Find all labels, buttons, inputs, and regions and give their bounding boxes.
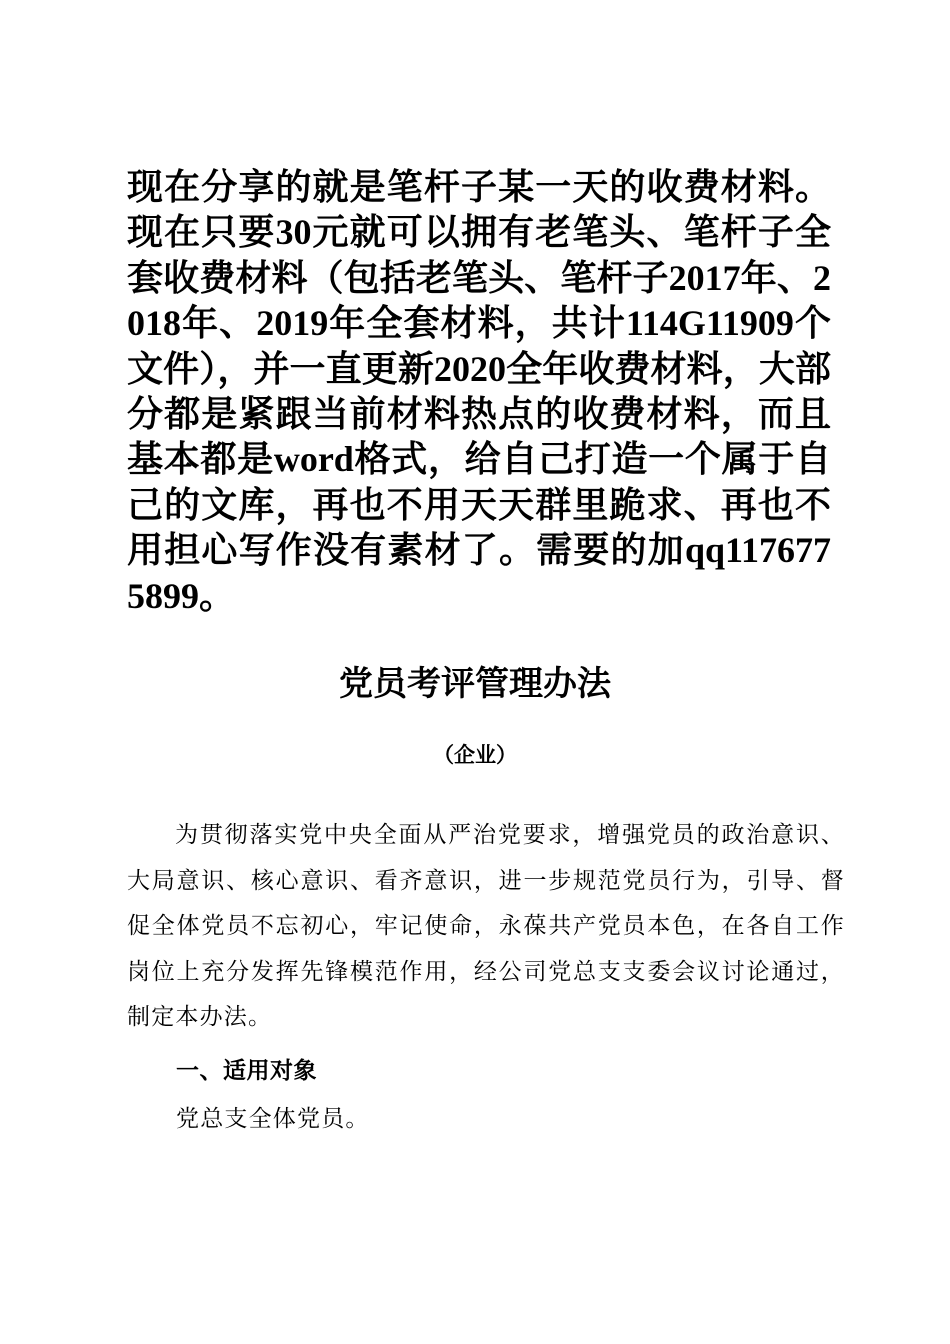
section-text: 党总支全体党员。 xyxy=(176,1106,370,1132)
section-heading: 一、适用对象 xyxy=(176,1058,317,1084)
intro-paragraph: 为贯彻落实党中央全面从严治党要求，增强党员的政治意识、大局意识、核心意识、看齐意识，进一步规范党员行为，引导、督促全体党员不忘初心，牢记使命，永葆共产党员本色，在各自工作岗位上充分发挥先锋模范作用，经公司党总支支委会议讨论通过，制定本办法。 xyxy=(127,822,845,1031)
document-subtitle: （企业） xyxy=(433,743,517,767)
promo-paragraph: 现在分享的就是笔杆子某一天的收费材料。现在只要30元就可以拥有老笔头、笔杆子全套收费材料（包括老笔头、笔杆子2017年、2018年、2019年全套材料，共计114G11909个文件），并一直更新2020全年收费材料，大部分都是紧跟当前材料热点的收费材料，而且基本都是word格式，给自己打造一个属于自己的文库，再也不用天天群里跪求、再也不用担心写作没有素材了。需要的加qq1176775899。 xyxy=(127,167,831,616)
document-title: 党员考评管理办法 xyxy=(339,664,611,704)
